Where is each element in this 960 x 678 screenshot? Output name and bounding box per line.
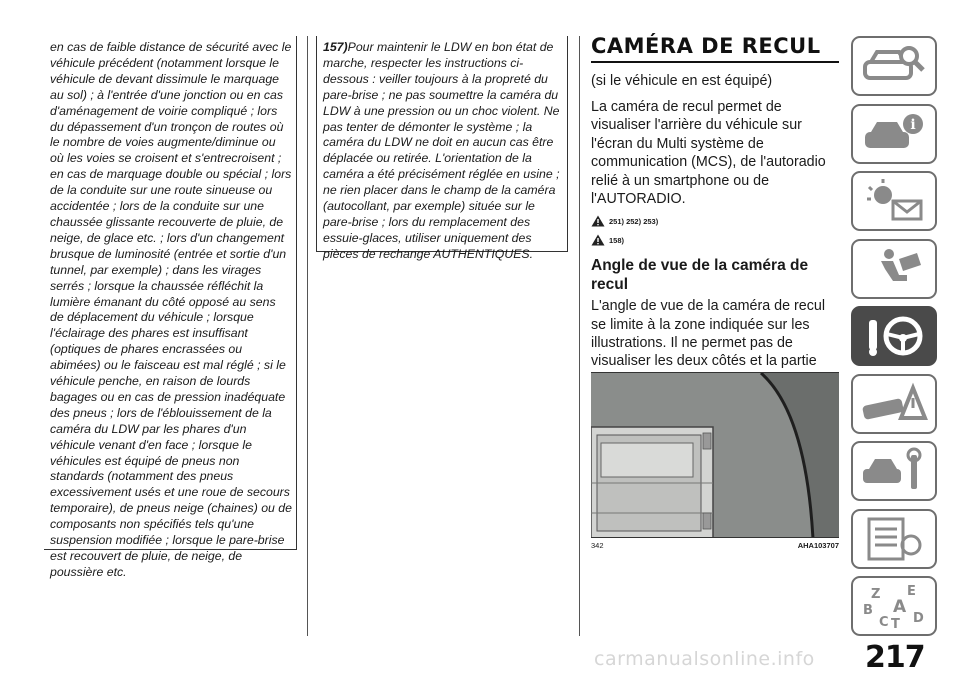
column-divider-2 (579, 36, 580, 636)
warning-number: 157) (323, 40, 348, 54)
intro-paragraph: La caméra de recul permet de visualiser l'arrière du véhicule sur l'écran du Multi système de communication (MCS), de l'autoradio relié à un smartphone ou de l'AUTORADIO. (591, 99, 826, 208)
tab-starting-driving[interactable] (851, 306, 937, 366)
index-letter: B (863, 603, 873, 618)
tab-vehicle-overview[interactable] (851, 36, 937, 96)
svg-text:i: i (910, 116, 916, 133)
index-letter: D (913, 611, 924, 626)
left-warning-box (44, 36, 297, 579)
airbag-seat-icon (859, 245, 929, 293)
caution-triangle-icon (591, 234, 605, 246)
warning-references-1 (591, 215, 839, 227)
warning-light-mail-icon (859, 177, 929, 225)
rear-camera-figure (591, 372, 839, 538)
car-breakdown-triangle-icon (859, 380, 929, 428)
tab-index[interactable] (851, 576, 937, 636)
tab-emergency[interactable] (851, 374, 937, 434)
middle-warning-paragraph (323, 40, 563, 263)
tab-warning-lights[interactable] (851, 171, 937, 231)
index-letter: C (879, 615, 889, 630)
key-steering-wheel-icon (859, 312, 929, 360)
middle-warning-text: Pour maintenir le LDW en bon état de marche, respecter les instructions ci-dessous : veiller toujours à la propreté du pare-brise ; ne pas soumettre la caméra du LDW à une pression ou un choc violent. Ne pas tenter de démonter le système ; la caméra du LDW ne doit en aucun cas être déplacée ou retirée. L'orientation de la caméra a été précisément réglée en usine ; ne rien placer dans le champ de la caméra (autocollant, par exemple) située sur le pare-brise ; lors du remplacement des essuie-glaces, utiliser uniquement des pièces de rechange AUTHENTIQUES. (323, 40, 560, 261)
index-letter: T (891, 617, 900, 630)
watermark: carmanualsonline.info (594, 648, 815, 670)
index-letter: A (893, 597, 907, 617)
tab-technical-data[interactable] (851, 509, 937, 569)
figure-caption (591, 541, 839, 550)
car-info-icon (859, 110, 929, 158)
column-divider-1 (307, 36, 308, 636)
reference-numbers: 251) 252) 253) (609, 216, 659, 226)
reference-numbers: 158) (609, 235, 625, 245)
warning-triangle-icon (591, 215, 605, 227)
tab-maintenance[interactable] (851, 441, 937, 501)
figure-number: 342 (591, 541, 604, 550)
vehicle-top-view-illustration (591, 373, 839, 538)
section-subtitle: (si le véhicule en est équipé) (591, 73, 773, 89)
warning-references-2 (591, 234, 839, 246)
figure-code: AHA103707 (797, 541, 839, 550)
page-number: 217 (865, 640, 925, 675)
index-letter: Z (871, 587, 881, 602)
chapter-tabs (851, 36, 937, 644)
car-search-icon (859, 42, 929, 90)
car-wrench-icon (859, 447, 929, 495)
tab-dashboard-info[interactable] (851, 104, 937, 164)
index-letter: E (907, 584, 916, 599)
alphabetical-index-icon (859, 582, 929, 630)
specifications-list-icon (859, 515, 929, 563)
tab-safety[interactable] (851, 239, 937, 299)
left-warning-text: en cas de faible distance de sécurité avec le véhicule précédent (notamment lorsque le véhicule de devant dissimule le marquage au sol) ; à l'entrée d'une jonction ou en cas d'aménagement de voirie compliqué ; lors du dépassement d'un tronçon de routes où le nombre de voies augmente/diminue ou où les voies se croisent et s'entrecroisent ; en cas de marquage double ou spécial ; lors de la conduite sur une route sinueuse ou accidentée ; lors de la conduite sur une chaussée glissante recouverte de pluie, de neige, de glace etc. ; lors d'un changement brusque de luminosité (entrée et sortie d'un tunnel, par exemple) ; dans les virages serrés ; lorsque la chaussée réfléchit la lumière émanant du côté opposé au sens de déplacement du véhicule ; lorsque l'éclairage des phares est insuffisant (optiques de phares encrassées ou abimées) ou le faisceau est mal réglé ; si le véhicule penche, en raison de lourds bagages ou en cas de pression inadéquate des pneus ; lors de l'éblouissement de la caméra du LDW par les phares d'un véhicule venant d'en face ; lorsque le véhicules est équipé de pneus non standards (notamment des pneus excessivement usés et une roue de secours temporaire), de pneus neige (chaines) ou de composants non spécifiés tels qu'une suspension modifiée ; lorsque le pare-brise est recouvert de pluie, de neige, de poussière etc. (50, 40, 292, 579)
section-title: CAMÉRA DE RECUL (591, 34, 839, 63)
middle-warning-box (316, 36, 568, 261)
subsection-title: Angle de vue de la caméra de recul (591, 257, 809, 294)
subsection-paragraph: L'angle de vue de la caméra de recul se limite à la zone indiquée sur les illustrations. Il ne permet pas de visualiser les deux côtés et la partie (591, 298, 826, 370)
